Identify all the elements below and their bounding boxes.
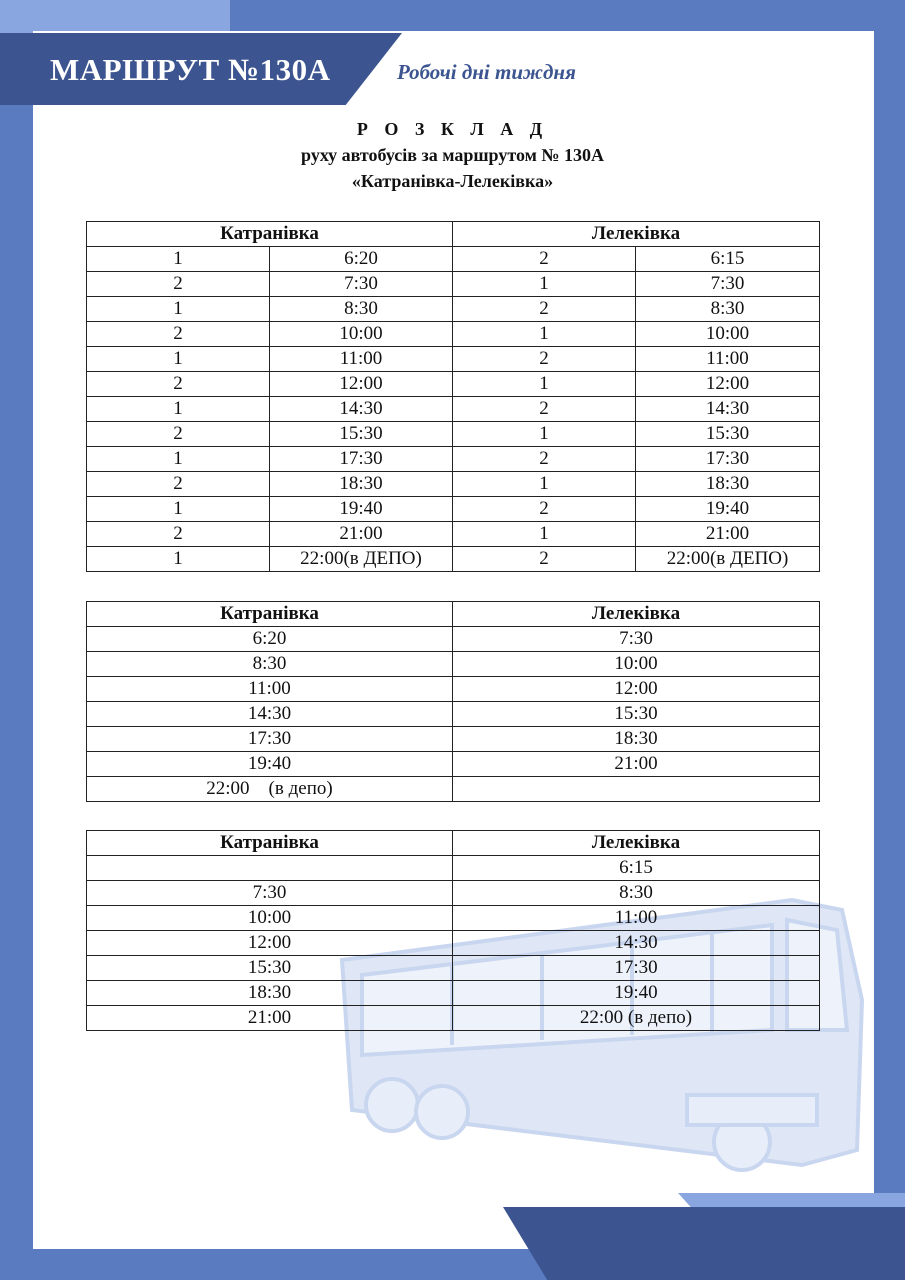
departure-time: 11:00 [87,677,453,702]
bus-number: 1 [453,422,636,447]
departure-time: 6:15 [636,247,820,272]
departure-time: 6:20 [87,627,453,652]
table-row [87,547,820,572]
corner-decoration-top [0,0,230,34]
departure-time: 15:30 [453,702,820,727]
schedule-route-name: «Катранівка-Лелеківка» [351,171,554,191]
table-row [87,422,820,447]
column-header-katranivka: Катранівка [87,222,453,247]
bus-number: 1 [453,472,636,497]
table-row [87,906,820,931]
departure-time: 12:00 [453,677,820,702]
bus-number: 2 [453,297,636,322]
table-row [87,627,820,652]
table-row [87,727,820,752]
table-row [87,322,820,347]
departure-time: 18:30 [453,727,820,752]
column-header-katranivka: Катранівка [87,602,453,627]
departure-time: 12:00 [87,931,453,956]
departure-time: 12:00 [636,372,820,397]
bus-number: 1 [453,322,636,347]
bus-number: 1 [87,447,270,472]
column-header-lelekivka: Лелеківка [453,602,820,627]
bus-number: 1 [453,272,636,297]
departure-time: 18:30 [270,472,453,497]
departure-time: 8:30 [636,297,820,322]
bus-number: 2 [87,372,270,397]
departure-time: 15:30 [270,422,453,447]
bus-number: 1 [87,397,270,422]
departure-time: 8:30 [87,652,453,677]
departure-time: 7:30 [87,881,453,906]
departure-time: 22:00 (в депо) [87,777,453,802]
bus-number: 2 [453,447,636,472]
departure-time: 14:30 [87,702,453,727]
departure-time: 21:00 [636,522,820,547]
bus-number: 2 [453,497,636,522]
schedule-table-2 [86,601,820,802]
departure-time: 10:00 [87,906,453,931]
table-header-row [87,602,820,627]
table-row [87,522,820,547]
bus-number: 1 [453,522,636,547]
table-row [87,652,820,677]
bus-number: 2 [453,547,636,572]
departure-time: 18:30 [87,981,453,1006]
bus-number: 1 [87,497,270,522]
bus-number: 1 [87,547,270,572]
bus-number: 1 [453,372,636,397]
table-row [87,677,820,702]
table-row [87,272,820,297]
table-row [87,247,820,272]
table-row [87,397,820,422]
departure-time: 14:30 [453,931,820,956]
departure-time: 19:40 [87,752,453,777]
departure-time: 19:40 [270,497,453,522]
departure-time [453,777,820,802]
schedule-subheading: руху автобусів за маршрутом № 130А [301,145,604,165]
bus-number: 1 [87,247,270,272]
departure-time: 17:30 [270,447,453,472]
departure-time: 6:20 [270,247,453,272]
table-row [87,931,820,956]
bus-number: 2 [87,422,270,447]
departure-time: 15:30 [636,422,820,447]
table-row [87,1006,820,1031]
table-row [87,702,820,727]
table-header-row [87,831,820,856]
departure-time: 21:00 [453,752,820,777]
table-header-row [87,222,820,247]
departure-time: 10:00 [453,652,820,677]
table-row [87,777,820,802]
column-header-lelekivka: Лелеківка [453,831,820,856]
departure-time: 11:00 [453,906,820,931]
table-row [87,447,820,472]
corner-decoration-bottom-dark [503,1207,905,1280]
schedule-table-1 [86,221,820,572]
column-header-lelekivka: Лелеківка [453,222,820,247]
bus-number: 2 [87,322,270,347]
departure-time: 7:30 [270,272,453,297]
bus-number: 1 [87,347,270,372]
departure-time: 19:40 [453,981,820,1006]
bus-number: 2 [87,272,270,297]
departure-time: 14:30 [636,397,820,422]
bus-number: 1 [87,297,270,322]
table-row [87,347,820,372]
departure-time [87,856,453,881]
departure-time: 11:00 [636,347,820,372]
route-title: МАРШРУТ №130А [50,52,331,87]
route-subtitle: Робочі дні тиждня [397,60,576,84]
departure-time: 21:00 [87,1006,453,1031]
table-row [87,372,820,397]
departure-time: 7:30 [453,627,820,652]
table-row [87,752,820,777]
departure-time: 7:30 [636,272,820,297]
departure-time: 22:00 (в депо) [453,1006,820,1031]
table-row [87,472,820,497]
schedule-heading: Р О З К Л А Д [356,119,549,139]
column-header-katranivka: Катранівка [87,831,453,856]
table-row [87,297,820,322]
departure-time: 12:00 [270,372,453,397]
bus-number: 2 [453,397,636,422]
departure-time: 14:30 [270,397,453,422]
departure-time: 17:30 [636,447,820,472]
departure-time: 10:00 [270,322,453,347]
bus-number: 2 [87,522,270,547]
table-row [87,856,820,881]
departure-time: 21:00 [270,522,453,547]
departure-time: 19:40 [636,497,820,522]
departure-time: 11:00 [270,347,453,372]
departure-time: 8:30 [453,881,820,906]
departure-time: 15:30 [87,956,453,981]
departure-time: 18:30 [636,472,820,497]
bus-number: 2 [87,472,270,497]
departure-time: 17:30 [453,956,820,981]
table-row [87,981,820,1006]
schedule-table-3 [86,830,820,1031]
departure-time: 10:00 [636,322,820,347]
table-row [87,497,820,522]
departure-time: 22:00(в ДЕПО) [270,547,453,572]
bus-number: 2 [453,347,636,372]
departure-time: 8:30 [270,297,453,322]
bus-number: 2 [453,247,636,272]
departure-time: 17:30 [87,727,453,752]
table-row [87,956,820,981]
table-row [87,881,820,906]
departure-time: 6:15 [453,856,820,881]
departure-time: 22:00(в ДЕПО) [636,547,820,572]
